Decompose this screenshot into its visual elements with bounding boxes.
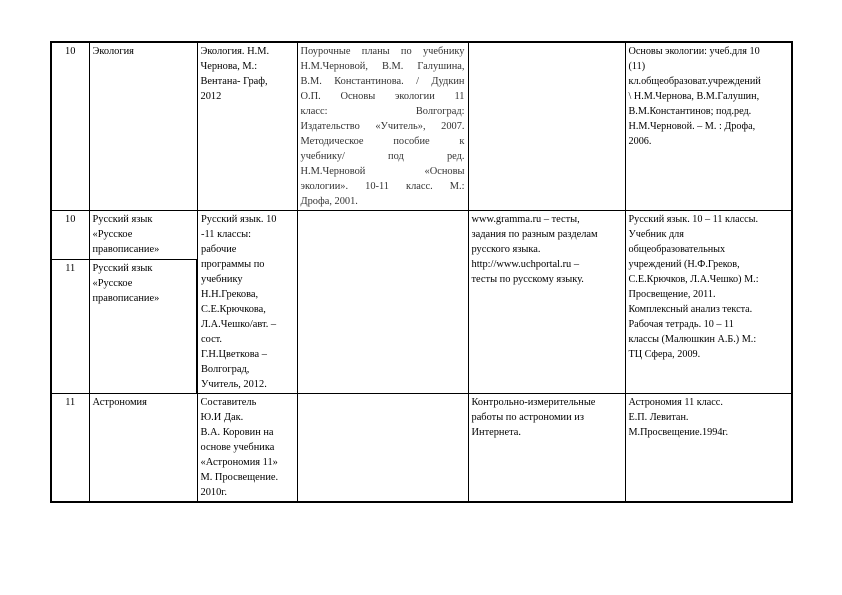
plans-line: класс: Волгоград:	[300, 106, 465, 117]
resources-line: http://www.uchportal.ru –	[471, 259, 580, 270]
program-line: В.А. Коровин на	[200, 427, 274, 438]
plans-line: экологии». 10-11 класс. М.:	[300, 181, 465, 192]
resources-line: тесты по русскому языку.	[471, 274, 584, 285]
table-row-russian-10	[51, 211, 792, 260]
plans-line: Дрофа, 2001.	[300, 196, 358, 207]
grade-cell: 10	[51, 42, 89, 211]
textbook-line: общеобразовательных	[628, 244, 726, 255]
program-line: программы по	[201, 259, 265, 270]
plans-line: учебнику/ под ред.	[300, 151, 465, 162]
plans-line: Издательство «Учитель», 2007.	[300, 121, 465, 132]
textbook-cell	[625, 211, 792, 394]
program-line: основе учебника	[200, 442, 275, 453]
subject-cell: Экология	[89, 42, 197, 211]
program-line: Л.А.Чешко/авт. –	[201, 319, 277, 330]
resources-cell	[468, 42, 625, 211]
program-line: 2012	[200, 91, 222, 102]
program-line: Н.Н.Грекова,	[201, 289, 259, 300]
program-line: Волгоград,	[201, 364, 250, 375]
plans-line: Поурочные планы по учебнику	[300, 46, 465, 57]
textbook-line: Рабочая тетрадь. 10 – 11	[628, 319, 734, 330]
subject-line: правописание»	[92, 244, 160, 255]
resources-line: работы по астрономии из	[471, 412, 584, 423]
program-line: Ю.И Дак.	[200, 412, 244, 423]
program-cell	[197, 394, 297, 503]
subject-line: «Русское	[92, 229, 133, 240]
textbook-cell	[625, 394, 792, 503]
program-line: -11 классы:	[201, 229, 251, 240]
program-line: М. Просвещение.	[200, 472, 279, 483]
textbook-line: Астрономия 11 класс.	[628, 397, 723, 408]
lesson-plans-cell	[297, 42, 468, 211]
table-row-astronomy	[51, 394, 792, 503]
grade-cell: 11	[51, 394, 89, 503]
textbook-line: классы (Малюшкин А.Б.) М.:	[628, 334, 757, 345]
program-line: сост.	[201, 334, 223, 345]
program-line: С.Е.Крючкова,	[201, 304, 266, 315]
program-cell	[197, 211, 297, 394]
program-line: учебнику	[201, 274, 243, 285]
textbook-line: \ Н.М.Чернова, В.М.Галушин,	[628, 91, 760, 102]
program-line: Русский язык. 10	[201, 214, 277, 225]
program-cell	[197, 42, 297, 211]
program-line: Чернова, М.:	[200, 61, 258, 72]
grade-cell: 11	[51, 260, 89, 394]
resources-line: русского языка.	[471, 244, 541, 255]
resources-cell	[468, 211, 625, 394]
resources-line: Интернета.	[471, 427, 521, 438]
lesson-plans-cell	[297, 211, 468, 394]
lesson-plans-cell	[297, 394, 468, 503]
textbook-line: ТЦ Сфера, 2009.	[628, 349, 701, 360]
subject-cell: Астрономия	[89, 394, 197, 503]
program-line: 2010г.	[200, 487, 227, 498]
textbook-line: Просвещение, 2011.	[628, 289, 716, 300]
subject-cell	[89, 211, 197, 260]
program-line: «Астрономия 11»	[200, 457, 278, 468]
textbook-line: кл.общеобразоват.учреждений	[628, 76, 761, 87]
plans-line: Н.М.Черновой «Основы	[300, 166, 465, 177]
subject-line: правописание»	[92, 293, 160, 305]
subject-cell	[89, 260, 197, 394]
textbook-line: 2006.	[628, 136, 652, 147]
textbook-cell	[625, 42, 792, 211]
curriculum-table	[50, 41, 793, 503]
program-line: рабочие	[201, 244, 237, 255]
subject-line: «Русское	[92, 278, 133, 290]
textbook-line: Е.П. Левитан.	[628, 412, 689, 423]
grade-cell: 10	[51, 211, 89, 260]
program-line: Учитель, 2012.	[201, 379, 267, 390]
program-line: Г.Н.Цветкова –	[201, 349, 267, 360]
resources-line: www.gramma.ru – тесты,	[471, 214, 580, 225]
textbook-line: М.Просвещение.1994г.	[628, 427, 728, 438]
subject-line: Русский язык	[92, 214, 153, 225]
program-line: Экология. Н.М.	[200, 46, 270, 57]
plans-line: В.М. Константинова. / Дудкин	[300, 76, 465, 87]
textbook-line: Н.М.Черновой. – М. : Дрофа,	[628, 121, 756, 132]
textbook-line: (11)	[628, 61, 646, 72]
plans-line: Методическое пособие к	[300, 136, 465, 147]
textbook-line: В.М.Константинов; под.ред.	[628, 106, 752, 117]
program-line: Составитель	[200, 397, 257, 408]
resources-cell	[468, 394, 625, 503]
textbook-line: Основы экологии: учеб.для 10	[628, 46, 760, 57]
subject-line: Русский язык	[92, 263, 153, 275]
textbook-line: учреждений (Н.Ф.Греков,	[628, 259, 740, 270]
resources-line: Контрольно-измерительные	[471, 397, 596, 408]
table-row-ecology	[51, 42, 792, 211]
textbook-line: С.Е.Крючков, Л.А.Чешко) М.:	[628, 274, 759, 285]
program-line: Вентана- Граф,	[200, 76, 268, 87]
textbook-line: Русский язык. 10 – 11 классы.	[628, 214, 759, 225]
plans-line: О.П. Основы экологии 11	[300, 91, 465, 102]
textbook-line: Комплексный анализ текста.	[628, 304, 753, 315]
resources-line: задания по разным разделам	[471, 229, 598, 240]
textbook-line: Учебник для	[628, 229, 684, 240]
plans-line: Н.М.Черновой, В.М. Галушина,	[300, 61, 465, 72]
